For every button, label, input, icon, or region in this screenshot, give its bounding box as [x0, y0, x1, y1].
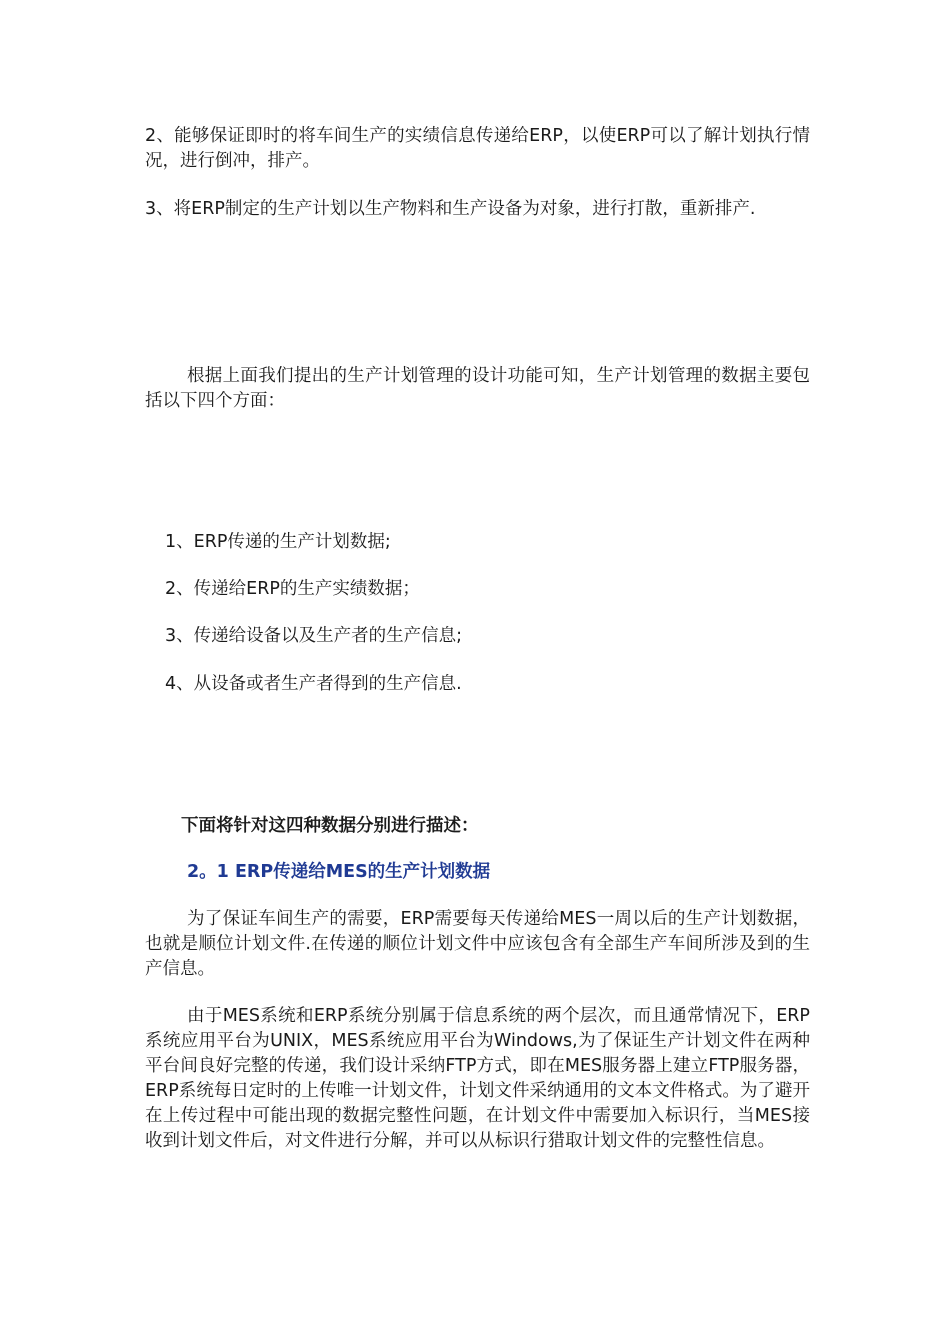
section-heading: 2。1 ERP传递给MES的生产计划数据	[187, 862, 491, 882]
paragraph-intro: 根据上面我们提出的生产计划管理的设计功能可知，生产计划管理的数据主要包括以下四个方面：	[145, 366, 810, 411]
paragraph-body-1: 为了保证车间生产的需要，ERP需要每天传递给MES一周以后的生产计划数据，也就是顺位计划文件.在传递的顺位计划文件中应该包含有全部生产车间所涉及到的生产信息。	[145, 909, 810, 979]
paragraph-item-3: 3、将ERP制定的生产计划以生产物料和生产设备为对象，进行打散，重新排产.	[145, 199, 756, 219]
list-item-2: 2、传递给ERP的生产实绩数据；	[165, 579, 420, 599]
list-item-4: 4、从设备或者生产者得到的生产信息.	[165, 674, 462, 694]
paragraph-body-2: 由于MES系统和ERP系统分别属于信息系统的两个层次，而且通常情况下，ERP系统应用平台为UNIX，MES系统应用平台为Windows,为了保证生产计划文件在两种平台间良好完整的传递，我们设计采纳FTP方式，即在MES服务器上建立FTP服务器，ERP系统每日定时的上传唯一计划文件，计划文件采纳通用的文本文件格式。为了避开在上传过程中可能出现的数据完整性问题，在计划文件中需要加入标识行，当MES接收到计划文件后，对文件进行分解，并可以从标识行猎取计划文件的完整性信息。	[145, 1006, 810, 1151]
paragraph-item-2: 2、能够保证即时的将车间生产的实绩信息传递给ERP，以使ERP可以了解计划执行情况，进行倒冲，排产。	[145, 126, 810, 171]
describe-line: 下面将针对这四种数据分别进行描述：	[181, 816, 479, 836]
list-item-1: 1、ERP传递的生产计划数据;	[165, 532, 391, 552]
list-item-3: 3、传递给设备以及生产者的生产信息;	[165, 626, 463, 646]
